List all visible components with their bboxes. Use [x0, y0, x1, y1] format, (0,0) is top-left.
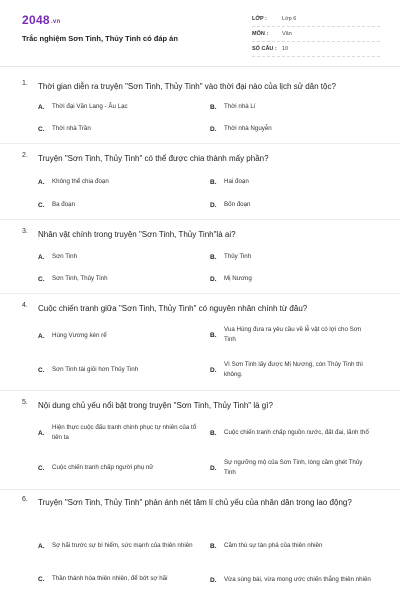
question-1 [0, 80, 400, 140]
option-d[interactable] [210, 200, 380, 210]
option-text: Thần thánh hóa thiên nhiên, để bớt sợ hãi [52, 575, 168, 582]
question-text: Thời gian diễn ra truyện "Sơn Tinh, Thủy Tinh" vào thời đại nào của lịch sử dân tộc? [38, 82, 336, 91]
option-c[interactable] [38, 365, 198, 375]
option-text: Cuộc chiến tranh chấp nguồn nước, đất đai, lãnh thổ [224, 429, 369, 436]
option-b[interactable] [210, 102, 380, 112]
question-number: 1. [22, 80, 28, 87]
option-letter: C. [38, 464, 45, 472]
option-letter: C. [38, 201, 45, 209]
option-a[interactable] [38, 177, 198, 187]
option-text: Thủy Tinh [224, 253, 252, 260]
question-number: 6. [22, 496, 28, 503]
page-header [0, 0, 400, 64]
meta-value: Lớp 6 [282, 16, 297, 22]
option-b[interactable] [210, 252, 380, 262]
option-c[interactable] [38, 274, 198, 284]
option-text: Thời đại Văn Lang - Âu Lạc [52, 103, 128, 110]
option-letter: B. [210, 253, 217, 261]
option-text: Căm thù sự tàn phá của thiên nhiên [224, 542, 323, 549]
option-c[interactable] [38, 200, 198, 210]
question-5 [0, 399, 400, 487]
option-d[interactable] [210, 124, 380, 134]
question-divider [0, 489, 400, 490]
option-letter: B. [210, 331, 217, 339]
option-d[interactable] [210, 274, 380, 284]
option-text: Sơn Tinh, Thủy Tinh [52, 275, 108, 282]
option-letter: A. [38, 429, 45, 437]
meta-value: 10 [282, 46, 289, 52]
page-title: Trắc nghiệm Sơn Tinh, Thủy Tinh có đáp án [22, 34, 178, 43]
option-text: Sợ hãi trước sự bí hiểm, sức mạnh của thiên nhiên [52, 542, 193, 549]
option-letter: A. [38, 103, 45, 111]
option-text: Hùng Vương kén rể [52, 332, 107, 339]
option-text: Ba đoạn [52, 201, 76, 208]
meta-key: SỐ CÂU : [252, 46, 277, 52]
option-text: Thời nhà Nguyễn [224, 125, 272, 132]
option-a[interactable] [38, 331, 198, 341]
question-number: 3. [22, 228, 28, 235]
option-c[interactable] [38, 124, 198, 134]
question-number: 5. [22, 399, 28, 406]
meta-class-row [252, 12, 380, 27]
question-4 [0, 302, 400, 388]
quiz-meta [252, 12, 380, 57]
option-letter: B. [210, 429, 217, 437]
option-text: Hiện thực cuộc đấu tranh chinh phục tự nhiên của tổ tiên ta [52, 424, 197, 441]
question-text: Truyện "Sơn Tinh, Thủy Tinh" có thể được chia thành mấy phần? [38, 154, 269, 163]
option-a[interactable] [38, 535, 204, 557]
question-6 [0, 496, 400, 600]
option-letter: C. [38, 366, 45, 374]
option-b[interactable] [210, 177, 380, 187]
option-b[interactable] [210, 422, 380, 444]
option-letter: C. [38, 575, 45, 583]
option-text: Không thể chia đoạn [52, 178, 109, 185]
option-letter: A. [38, 253, 45, 261]
option-d[interactable] [210, 569, 380, 591]
question-number: 4. [22, 302, 28, 309]
option-letter: A. [38, 332, 45, 340]
option-text: Vì Sơn Tinh lấy được Mị Nương, còn Thủy Tinh thì không. [224, 361, 363, 378]
option-letter: A. [38, 178, 45, 186]
option-text: Vua Hùng đưa ra yêu cầu về lễ vật có lợi cho Sơn Tinh [224, 326, 362, 343]
option-letter: D. [210, 275, 217, 283]
option-b[interactable] [210, 324, 380, 346]
option-text: Bốn đoạn [224, 201, 251, 208]
option-text: Sự ngưỡng mộ của Sơn Tinh, lòng căm ghét Thủy Tinh [224, 459, 363, 476]
option-letter: B. [210, 178, 217, 186]
option-letter: A. [38, 542, 45, 550]
question-3 [0, 228, 400, 290]
header-divider [0, 66, 400, 67]
question-text: Nội dung chủ yếu nổi bật trong truyện "Sơn Tinh, Thủy Tinh" là gì? [38, 401, 273, 410]
meta-key: MÔN : [252, 31, 269, 37]
option-d[interactable] [210, 457, 380, 479]
meta-subject-row [252, 27, 380, 42]
option-text: Sơn Tinh [52, 253, 78, 260]
option-d[interactable] [210, 359, 380, 381]
question-divider [0, 219, 400, 220]
option-text: Vừa sùng bái, vừa mong ước chiến thắng thiên nhiên [224, 576, 371, 583]
meta-count-row [252, 42, 380, 57]
option-text: Cuộc chiến tranh chấp người phụ nữ [52, 464, 154, 471]
option-text: Hai đoạn [224, 178, 249, 185]
option-text: Thời nhà Trần [52, 125, 91, 132]
question-text: Cuộc chiến tranh giữa "Sơn Tinh, Thủy Tinh" có nguyên nhân chính từ đâu? [38, 304, 308, 313]
option-a[interactable] [38, 102, 198, 112]
option-letter: C. [38, 275, 45, 283]
question-divider [0, 143, 400, 144]
site-logo[interactable]: 2048.vn [22, 13, 61, 27]
question-divider [0, 293, 400, 294]
option-letter: D. [210, 366, 217, 374]
option-text: Thời nhà Lí [224, 103, 256, 110]
question-2 [0, 152, 400, 214]
question-text: Nhân vật chính trong truyện "Sơn Tinh, Thủy Tinh"là ai? [38, 230, 236, 239]
option-text: Mị Nương [224, 275, 252, 282]
option-letter: D. [210, 464, 217, 472]
meta-value: Văn [282, 31, 292, 37]
option-text: Sơn Tinh tài giỏi hơn Thủy Tinh [52, 366, 139, 373]
option-a[interactable] [38, 252, 198, 262]
option-c[interactable] [38, 574, 208, 584]
option-letter: D. [210, 576, 217, 584]
option-letter: B. [210, 542, 217, 550]
option-a[interactable] [38, 422, 204, 444]
option-letter: D. [210, 125, 217, 133]
option-b[interactable] [210, 541, 380, 551]
option-c[interactable] [38, 463, 204, 473]
option-letter: C. [38, 125, 45, 133]
option-letter: D. [210, 201, 217, 209]
meta-key: LỚP : [252, 16, 267, 22]
option-letter: B. [210, 103, 217, 111]
question-number: 2. [22, 152, 28, 159]
question-divider [0, 390, 400, 391]
question-text: Truyện "Sơn Tinh, Thủy Tinh" phản ánh nét tâm lí chủ yếu của nhân dân trong lao động? [38, 498, 352, 507]
